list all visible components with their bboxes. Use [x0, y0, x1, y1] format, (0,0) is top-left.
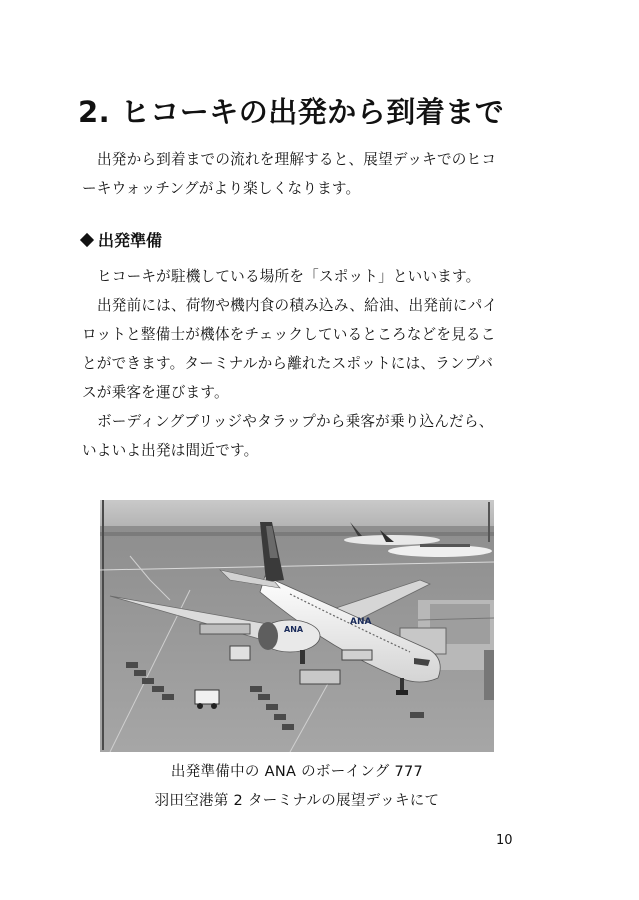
body-line: 出発前には、荷物や機内食の積み込み、給油、出発前にパイ [97, 297, 498, 314]
body-line: とができます。ターミナルから離れたスポットには、ランプバ [82, 355, 494, 372]
intro-line-1: 出発から到着までの流れを理解すると、展望デッキでのヒコ [97, 151, 497, 168]
intro-paragraph [82, 145, 552, 203]
figure-caption-line-2: 羽田空港第 2 ターミナルの展望デッキにて [154, 793, 440, 809]
diamond-bullet-icon [80, 232, 94, 246]
body-line: ロットと整備士が機体をチェックしているところなどを見るこ [82, 326, 496, 343]
section-heading-text: 出発準備 [98, 231, 163, 250]
body-line: いよいよ出発は間近です。 [82, 442, 259, 459]
engine-logo: ANA [284, 625, 304, 634]
body-line: スが乗客を運びます。 [82, 384, 229, 401]
page-number: 10 [496, 833, 513, 848]
fuselage-logo: ANA [350, 617, 372, 627]
intro-line-2: ーキウォッチングがより楽しくなります。 [82, 180, 361, 197]
section-heading [80, 228, 162, 251]
body-line: ヒコーキが駐機している場所を「スポット」といいます。 [97, 268, 481, 285]
airplane-photo [100, 500, 494, 752]
section-body [82, 262, 552, 465]
figure-caption-line-1: 出発準備中の ANA のボーイング 777 [170, 764, 424, 780]
chapter-title: 2. ヒコーキの出発から到着まで [78, 95, 505, 129]
body-line: ボーディングブリッジやタラップから乗客が乗り込んだら、 [97, 413, 494, 430]
